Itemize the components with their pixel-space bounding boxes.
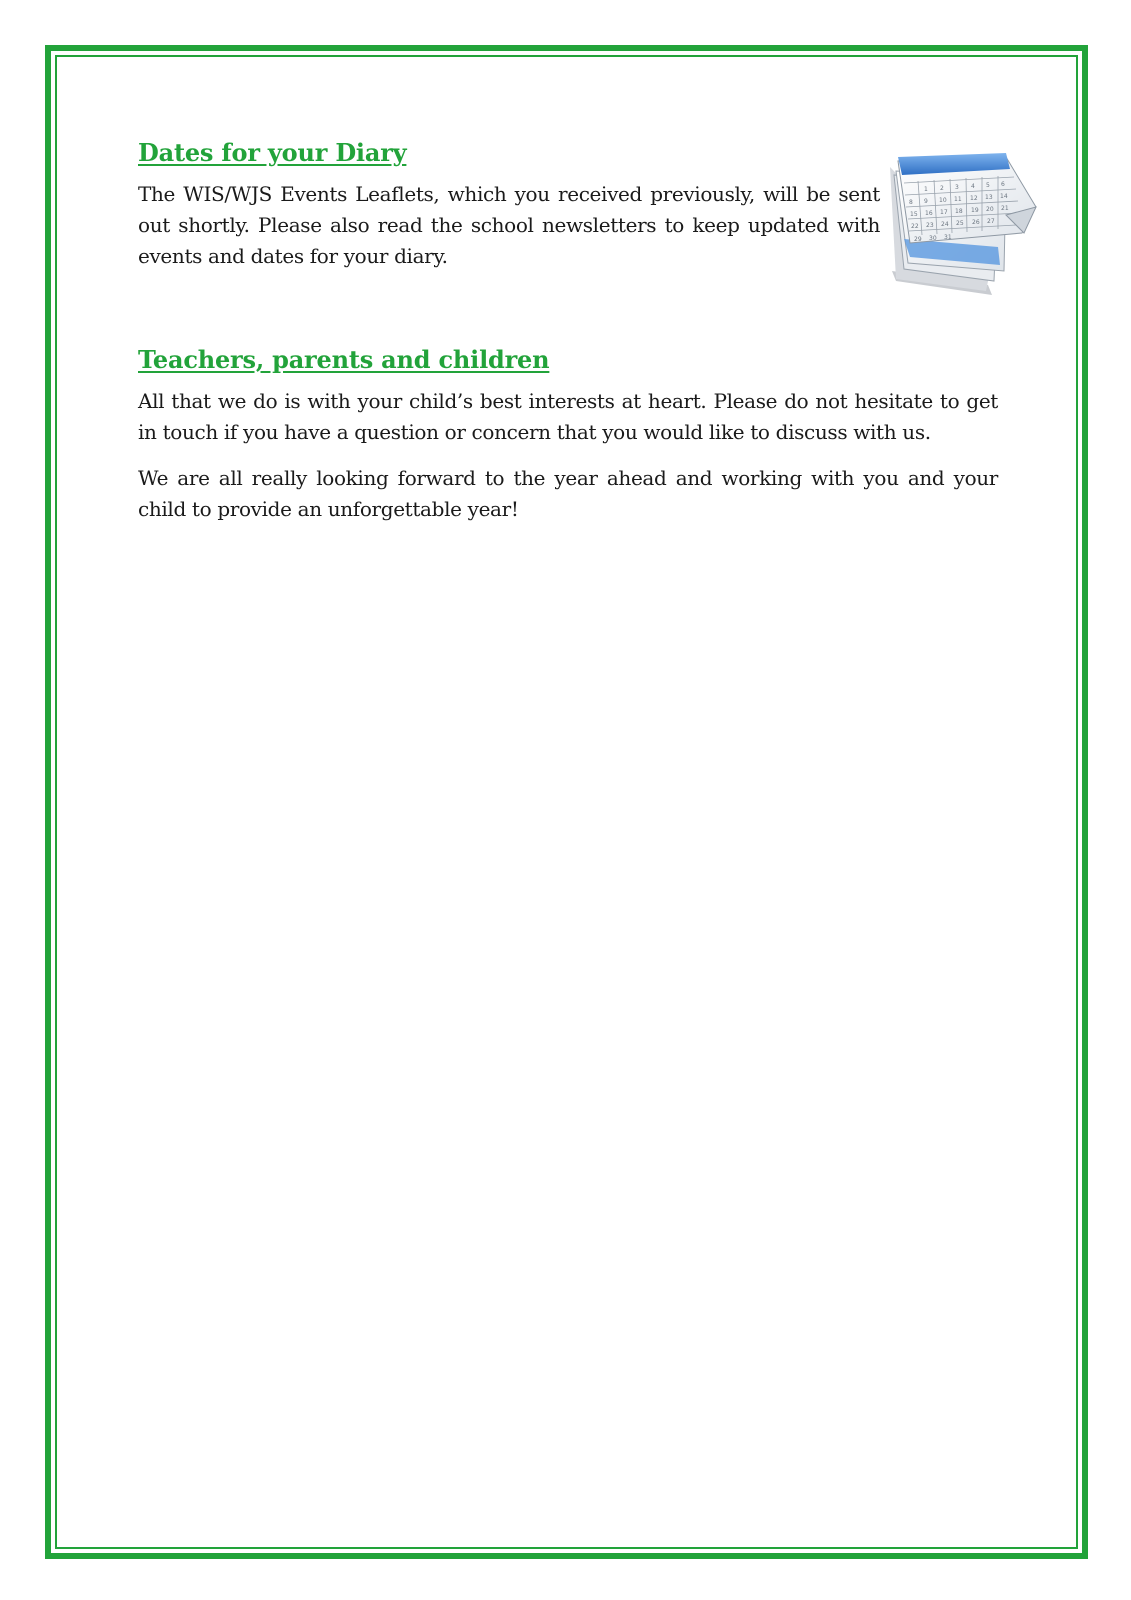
svg-text:23: 23 bbox=[926, 222, 934, 229]
svg-text:26: 26 bbox=[972, 219, 980, 226]
svg-text:14: 14 bbox=[1000, 193, 1008, 200]
svg-text:10: 10 bbox=[939, 197, 947, 204]
teachers-parents-children-section bbox=[138, 345, 998, 525]
dates-for-diary-heading: Dates for your Diary bbox=[138, 138, 407, 167]
svg-text:27: 27 bbox=[987, 218, 995, 225]
svg-text:8: 8 bbox=[909, 199, 913, 206]
teachers-parents-children-heading: Teachers, parents and children bbox=[138, 345, 550, 374]
svg-text:24: 24 bbox=[941, 221, 949, 228]
calendar-icon bbox=[888, 153, 1038, 298]
svg-text:9: 9 bbox=[924, 198, 928, 205]
svg-text:12: 12 bbox=[970, 195, 978, 202]
svg-text:5: 5 bbox=[986, 182, 990, 189]
svg-text:17: 17 bbox=[940, 209, 948, 216]
svg-text:4: 4 bbox=[971, 183, 975, 190]
svg-text:30: 30 bbox=[929, 235, 937, 242]
teachers-paragraph-2: We are all really looking forward to the year ahead and working with you and your child to provide an unforgettable year! bbox=[138, 466, 998, 521]
svg-text:25: 25 bbox=[956, 220, 964, 227]
svg-text:29: 29 bbox=[914, 236, 922, 243]
svg-text:13: 13 bbox=[985, 194, 993, 201]
svg-text:3: 3 bbox=[955, 184, 959, 191]
svg-text:19: 19 bbox=[971, 207, 979, 214]
svg-text:21: 21 bbox=[1001, 205, 1009, 212]
svg-text:18: 18 bbox=[955, 208, 963, 215]
teachers-paragraph-1: All that we do is with your child’s best interests at heart. Please do not hesitate to get in touch if you have a question or concern that you would like to discuss with us. bbox=[138, 389, 998, 444]
svg-text:31: 31 bbox=[944, 234, 952, 241]
svg-text:20: 20 bbox=[986, 206, 994, 213]
svg-text:11: 11 bbox=[954, 196, 962, 203]
dates-for-diary-section bbox=[138, 138, 880, 272]
svg-text:2: 2 bbox=[940, 185, 944, 192]
svg-text:1: 1 bbox=[924, 186, 928, 193]
svg-text:15: 15 bbox=[910, 211, 918, 218]
svg-text:16: 16 bbox=[925, 210, 933, 217]
dates-for-diary-text: The WIS/WJS Events Leaflets, which you received previously, will be sent out shortly. Please also read the school newsletters to keep updated with events and dates for your diary. bbox=[138, 182, 880, 268]
svg-text:22: 22 bbox=[911, 223, 919, 230]
svg-text:6: 6 bbox=[1001, 181, 1005, 188]
